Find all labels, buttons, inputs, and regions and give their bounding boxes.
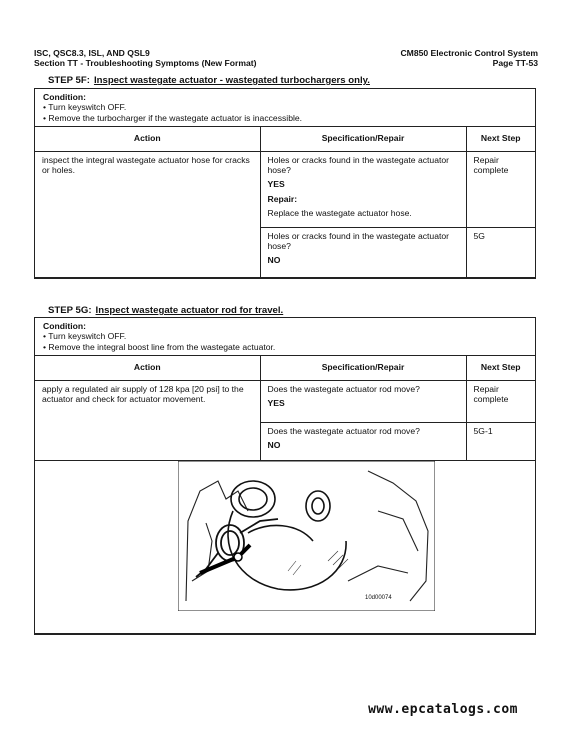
step-5g-title [48, 305, 283, 316]
spec-answer: NO [267, 440, 281, 451]
header-right [400, 48, 538, 68]
step-5f-label: STEP 5F: [48, 75, 90, 86]
condition-item: • Remove the turbocharger if the wastegate actuator is inaccessible. [43, 112, 303, 123]
header-system: CM850 Electronic Control System [400, 48, 538, 58]
action-cell: inspect the integral wastegate actuator hose for cracks or holes. [35, 151, 260, 277]
condition-item: • Turn keyswitch OFF. [43, 331, 127, 342]
step-5f-heading: Inspect wastegate actuator - wastegated turbochargers only. [93, 75, 370, 86]
header-section: Section TT - Troubleshooting Symptoms (New Format) [34, 58, 257, 68]
next-cell: Repair complete [466, 151, 535, 227]
figure-row [35, 461, 535, 633]
next-cell: Repair complete [466, 380, 535, 422]
next-cell: 5G-1 [466, 422, 535, 460]
condition-label: Condition: [43, 92, 86, 102]
col-next: Next Step [466, 356, 535, 380]
step-5g-condition [35, 318, 535, 356]
step-5f-box [34, 88, 536, 279]
spec-question: Holes or cracks found in the wastegate actuator hose? [267, 230, 450, 252]
repair-text: Replace the wastegate actuator hose. [267, 208, 412, 219]
step-5g-box [34, 317, 536, 635]
col-next: Next Step [466, 127, 535, 151]
step-5f-condition [35, 89, 535, 127]
header-left [34, 48, 257, 68]
condition-item: • Turn keyswitch OFF. [43, 102, 127, 113]
spec-answer: NO [267, 255, 281, 266]
step-5f-table [35, 127, 535, 277]
step-5g-table [35, 356, 535, 633]
spec-cell [260, 151, 466, 227]
col-action: Action [35, 356, 260, 380]
figure-cell [35, 460, 535, 633]
spec-cell [260, 380, 466, 422]
repair-label: Repair: [267, 193, 298, 204]
spec-question: Does the wastegate actuator rod move? [267, 425, 420, 436]
header-page: Page TT-53 [492, 58, 538, 68]
spec-answer: YES [267, 179, 285, 190]
step-5f-title [48, 75, 370, 86]
step-5g-label: STEP 5G: [48, 305, 92, 316]
condition-item: • Remove the integral boost line from the wastegate actuator. [43, 341, 276, 352]
footer-url[interactable]: www.epcatalogs.com [368, 702, 518, 717]
step-5g-heading: Inspect wastegate actuator rod for travel. [95, 305, 284, 316]
condition-label: Condition: [43, 321, 86, 331]
header-title: ISC, QSC8.3, ISL, AND QSL9 [34, 48, 150, 58]
figure-label: 10d00074 [365, 594, 392, 601]
next-cell: 5G [466, 227, 535, 277]
spec-cell [260, 227, 466, 277]
spec-answer: YES [267, 398, 285, 409]
col-spec: Specification/Repair [260, 356, 466, 380]
col-action: Action [35, 127, 260, 151]
spec-cell [260, 422, 466, 460]
col-spec: Specification/Repair [260, 127, 466, 151]
spec-question: Does the wastegate actuator rod move? [267, 383, 420, 394]
turbocharger-actuator-illustration [178, 461, 435, 611]
spec-question: Holes or cracks found in the wastegate actuator hose? [267, 154, 450, 176]
action-cell: apply a regulated air supply of 128 kpa [20 psi] to the actuator and check for actuator movement. [35, 380, 260, 460]
